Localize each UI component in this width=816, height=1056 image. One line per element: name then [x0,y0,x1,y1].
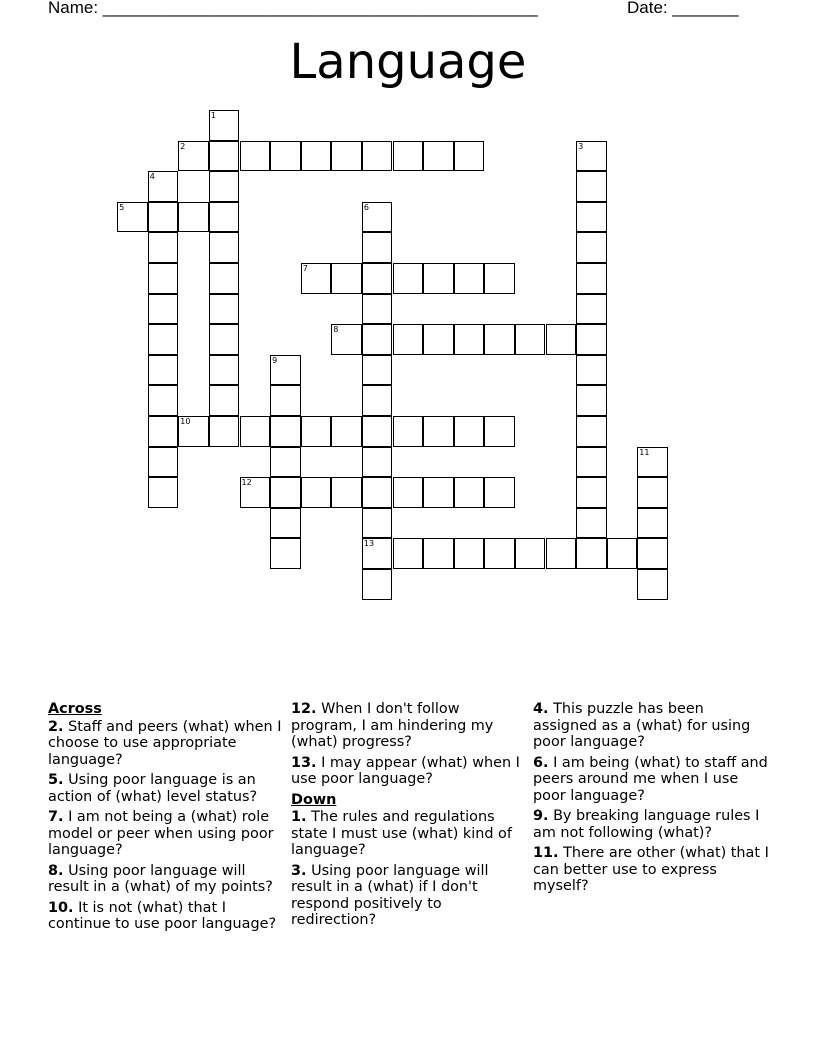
grid-cell[interactable] [454,141,485,172]
grid-cell[interactable] [148,416,179,447]
clue-number-label: 5 [119,202,125,212]
puzzle-title: Language [289,34,527,90]
grid-cell[interactable] [607,538,638,569]
clues-column-2 [291,701,527,933]
grid-cell[interactable] [423,324,454,355]
clue-number: 10. [48,899,74,916]
clue-number: 9. [533,808,549,824]
clue-down-4 [533,701,769,751]
grid-cell[interactable] [209,416,240,447]
clues-column-1 [48,701,284,937]
grid-cell[interactable] [637,538,668,569]
grid-cell[interactable] [270,447,301,478]
clue-across-5 [48,772,284,805]
clue-text: I may appear (what) when I use poor language? [291,754,520,787]
clue-text: There are other (what) that I can better use to express myself? [533,845,769,894]
clue-number-label: 7 [302,264,308,273]
grid-cell[interactable] [454,416,485,447]
grid-cell[interactable] [576,538,607,569]
grid-cell[interactable] [362,232,393,263]
grid-cell[interactable] [423,477,454,508]
clue-number-label: 4 [149,172,155,182]
grid-cell[interactable] [393,324,424,355]
grid-cell[interactable] [331,324,362,355]
grid-cell[interactable] [240,477,271,508]
clue-text: Using poor language is an action of (what) level status? [48,772,258,805]
clue-number: 8. [48,862,64,879]
grid-cell[interactable] [362,569,393,600]
clue-text: Using poor language will result in a (what) if I don't respond positively to redirection? [291,862,489,928]
grid-cell[interactable] [576,477,607,508]
grid-cell[interactable] [301,263,332,294]
clue-number: 5. [48,772,64,788]
grid-cell[interactable] [576,171,607,202]
grid-cell[interactable] [148,477,179,508]
grid-cell[interactable] [423,263,454,294]
grid-cell[interactable] [209,171,240,202]
grid-cell[interactable] [576,385,607,416]
grid-cell[interactable] [576,355,607,386]
grid-cell[interactable] [484,263,515,294]
grid-cell[interactable] [393,141,424,172]
grid-cell[interactable] [270,385,301,416]
clue-number-label: 2 [180,141,186,151]
grid-cell[interactable] [362,538,393,569]
grid-cell[interactable] [148,202,179,233]
grid-cell[interactable] [576,141,607,172]
clue-number-label: 1 [210,111,216,120]
grid-cell[interactable] [637,508,668,539]
grid-cell[interactable] [576,294,607,325]
grid-cell[interactable] [209,263,240,294]
grid-cell[interactable] [148,171,179,202]
clue-number-label: 13 [363,539,375,549]
clue-across-8 [48,863,284,896]
grid-cell[interactable] [117,202,148,233]
across-heading: Across [48,701,102,717]
clue-number: 12. [291,701,317,717]
grid-cell[interactable] [362,141,393,172]
grid-cell[interactable] [454,263,485,294]
grid-cell[interactable] [484,538,515,569]
down-heading: Down [291,791,337,808]
clue-down-9 [533,808,769,841]
clue-number-label: 3 [578,141,584,151]
grid-cell[interactable] [301,416,332,447]
clue-across-2 [48,719,284,769]
grid-cell[interactable] [484,416,515,447]
grid-cell[interactable] [454,538,485,569]
grid-cell[interactable] [515,324,546,355]
clue-number: 13. [291,754,317,771]
grid-cell[interactable] [240,416,271,447]
clue-number: 7. [48,809,64,825]
grid-cell[interactable] [576,232,607,263]
grid-cell[interactable] [576,447,607,478]
grid-cell[interactable] [270,355,301,386]
clue-across-13 [291,755,527,788]
grid-cell[interactable] [209,324,240,355]
clue-across-10 [48,900,284,933]
grid-cell[interactable] [393,416,424,447]
clue-number-label: 11 [639,447,650,457]
clue-number-label: 8 [333,325,339,335]
clue-text: The rules and regulations state I must use (what) kind of language? [291,809,512,858]
grid-cell[interactable] [178,141,209,172]
grid-cell[interactable] [637,447,668,478]
grid-cell[interactable] [331,141,362,172]
grid-cell[interactable] [362,202,393,233]
grid-cell[interactable] [331,263,362,294]
clue-text: Staff and peers (what) when I choose to use appropriate language? [48,718,282,768]
grid-cell[interactable] [240,141,271,172]
date-field-label: Date: _______ [627,0,739,17]
clue-number-label: 6 [363,202,369,212]
clue-down-1 [291,809,527,859]
grid-cell[interactable] [423,538,454,569]
grid-cell[interactable] [423,141,454,172]
grid-cell[interactable] [178,416,209,447]
grid-cell[interactable] [209,232,240,263]
clue-across-7 [48,809,284,859]
grid-cell[interactable] [454,477,485,508]
grid-cell[interactable] [148,447,179,478]
clue-number: 6. [533,754,549,771]
grid-cell[interactable] [148,324,179,355]
clue-across-12 [291,701,527,751]
clue-number: 2. [48,718,64,735]
clue-number: 4. [533,701,549,717]
grid-cell[interactable] [270,538,301,569]
grid-cell[interactable] [301,477,332,508]
grid-cell[interactable] [301,141,332,172]
grid-cell[interactable] [270,141,301,172]
grid-cell[interactable] [576,508,607,539]
grid-cell[interactable] [362,294,393,325]
name-field-label: Name: ______________________________________________ [48,0,538,17]
grid-cell[interactable] [362,508,393,539]
grid-cell[interactable] [362,385,393,416]
clue-text: By breaking language rules I am not following (what)? [533,808,760,841]
clue-text: It is not (what) that I continue to use poor language? [48,899,277,932]
grid-cell[interactable] [209,141,240,172]
grid-cell[interactable] [515,538,546,569]
grid-cell[interactable] [546,538,577,569]
grid-cell[interactable] [209,355,240,386]
grid-cell[interactable] [209,294,240,325]
grid-cell[interactable] [484,324,515,355]
grid-cell[interactable] [393,477,424,508]
clue-number: 1. [291,809,307,825]
grid-cell[interactable] [362,324,393,355]
clue-down-11 [533,845,769,895]
grid-cell[interactable] [637,569,668,600]
grid-cell[interactable] [393,263,424,294]
clue-number: 11. [533,845,559,861]
grid-cell[interactable] [576,416,607,447]
grid-cell[interactable] [576,202,607,233]
grid-cell[interactable] [362,263,393,294]
clue-text: Using poor language will result in a (what) of my points? [48,862,273,895]
clue-text: I am not being a (what) role model or peer when using poor language? [48,809,274,858]
grid-cell[interactable] [331,416,362,447]
grid-cell[interactable] [362,355,393,386]
grid-cell[interactable] [362,477,393,508]
grid-cell[interactable] [484,477,515,508]
grid-cell[interactable] [148,232,179,263]
clue-number-label: 9 [272,355,278,365]
clue-down-6 [533,755,769,805]
clue-down-3 [291,863,527,929]
grid-cell[interactable] [148,294,179,325]
clue-text: I am being (what) to staff and peers around me when I use poor language? [533,754,768,804]
grid-cell[interactable] [393,538,424,569]
clue-text: When I don't follow program, I am hindering my (what) progress? [291,701,494,750]
grid-cell[interactable] [209,202,240,233]
grid-cell[interactable] [178,202,209,233]
clues-column-3 [533,701,769,899]
grid-cell[interactable] [423,416,454,447]
grid-cell[interactable] [546,324,577,355]
grid-cell[interactable] [270,508,301,539]
clue-number-label: 10 [180,417,191,426]
grid-cell[interactable] [209,110,240,141]
clue-text: This puzzle has been assigned as a (what) for using poor language? [533,701,751,750]
clue-number-label: 12 [241,478,252,488]
grid-cell[interactable] [362,416,393,447]
grid-cell[interactable] [331,477,362,508]
grid-cell[interactable] [148,385,179,416]
grid-cell[interactable] [454,324,485,355]
grid-cell[interactable] [576,324,607,355]
grid-cell[interactable] [270,416,301,447]
grid-cell[interactable] [362,447,393,478]
grid-cell[interactable] [148,263,179,294]
grid-cell[interactable] [270,477,301,508]
grid-cell[interactable] [209,385,240,416]
grid-cell[interactable] [637,477,668,508]
clue-number: 3. [291,862,307,879]
grid-cell[interactable] [576,263,607,294]
grid-cell[interactable] [148,355,179,386]
